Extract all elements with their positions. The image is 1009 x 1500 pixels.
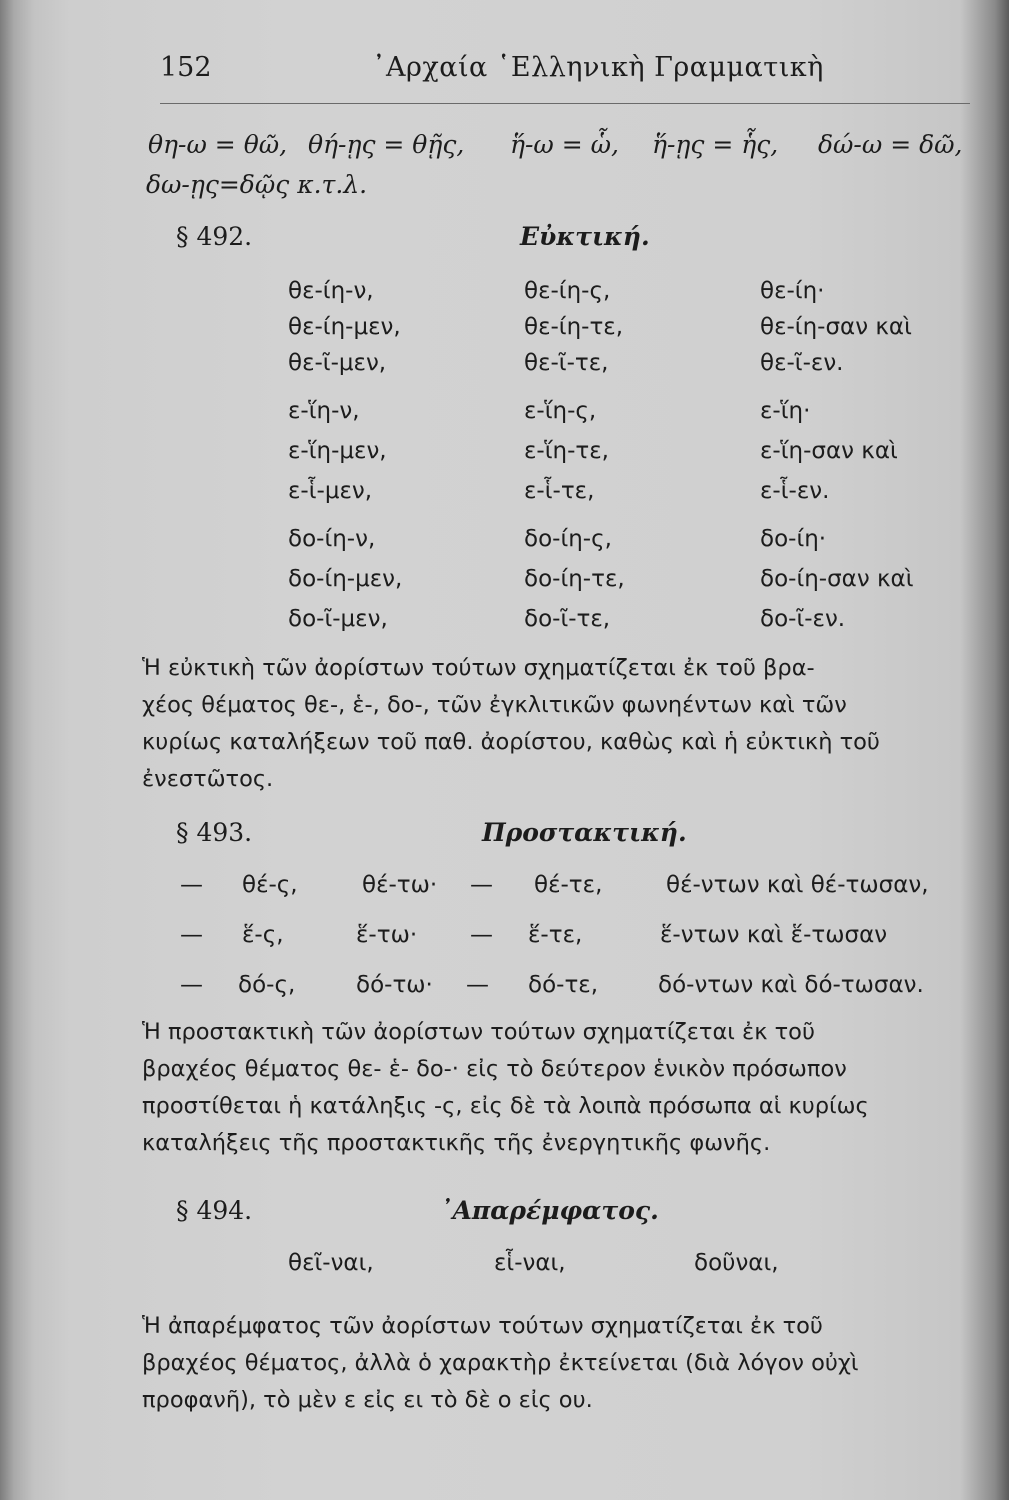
paragraph-line: καταλήξεις τῆς προστακτικῆς τῆς ἐνεργητικῆς φωνῆς. [142,1130,771,1156]
verb-form: θε-ίη-μεν, [288,314,401,340]
verb-form: δοῦναι, [694,1250,779,1276]
paragraph [142,1014,972,1162]
dash: — [466,972,489,998]
verb-form: θέ-ντων καὶ θέ-τωσαν, [666,872,929,898]
dash: — [470,872,493,898]
verb-form: ἕ-τε, [528,922,583,948]
verb-form: δο-ῖ-τε, [524,606,611,632]
paragraph [142,650,972,798]
verb-form: θε-ῖ-τε, [524,350,609,376]
section-number: § 493. [176,818,253,847]
paragraph-line: προστίθεται ἡ κατάληξις -ς, εἰς δὲ τὰ λοιπὰ πρόσωπα αἱ κυρίως [142,1093,869,1119]
verb-form: θε-ῖ-εν. [760,350,844,376]
page-number: 152 [160,52,212,83]
section-title: Εὐκτική. [520,222,650,251]
verb-form: ε-ἵη-μεν, [288,438,387,464]
paragraph-line: Ἡ εὐκτικὴ τῶν ἀορίστων τούτων σχηματίζεται ἐκ τοῦ βρα- [142,655,815,681]
verb-form: δο-ίη-ς, [524,526,612,552]
verb-form: δο-ῖ-μεν, [288,606,388,632]
verb-form: θε-ίη-σαν καὶ [760,314,912,340]
verb-form: ἕ-ντων καὶ ἕ-τωσαν [660,922,888,948]
verb-form: θέ-τε, [534,872,603,898]
verb-form: θέ-ς, [242,872,298,898]
verb-form: ε-ἷ-τε, [524,478,595,504]
verb-form: δο-ίη-μεν, [288,566,403,592]
verb-form: δο-ῖ-εν. [760,606,846,632]
paragraph-line: κυρίως καταλήξεων τοῦ παθ. ἀορίστου, καθὼς καὶ ἡ εὐκτικὴ τοῦ [142,729,880,755]
verb-form: θέ-τω· [362,872,438,898]
verb-form: ε-ἵη· [760,398,811,424]
verb-form: δο-ίη-σαν καὶ [760,566,914,592]
verb-form: ε-ἵη-ν, [288,398,360,424]
verb-form: θε-ῖ-μεν, [288,350,387,376]
paragraph-line: βραχέος θέματος θε- ἑ- δο-· εἰς τὸ δεύτερον ἑνικὸν πρόσωπον [142,1056,847,1082]
verb-form: δο-ίη· [760,526,827,552]
dash: — [180,922,203,948]
paragraph-line: ἐνεστῶτος. [142,766,274,792]
section-title: ᾿Απαρέμφατος. [440,1196,659,1225]
verb-form: δό-τε, [528,972,599,998]
verb-form: θε-ίη-ν, [288,278,374,304]
verb-form: ε-ἷ-εν. [760,478,830,504]
verb-form: δό-ς, [238,972,296,998]
formula: δω-ῃς=δῷς κ.τ.λ. [146,170,368,199]
section-title: Προστακτική. [482,818,687,847]
verb-form: ε-ἵη-ς, [524,398,597,424]
dash: — [470,922,493,948]
verb-form: εἷ-ναι, [494,1250,566,1276]
paragraph-line: χέος θέματος θε-, ἑ-, δο-, τῶν ἐγκλιτικῶν φωνηέντων καὶ τῶν [142,692,847,718]
paragraph-line: Ἡ ἀπαρέμφατος τῶν ἀορίστων τούτων σχηματίζεται ἐκ τοῦ [142,1313,823,1339]
verb-form: ἕ-τω· [356,922,418,948]
verb-form: δό-τω· [356,972,433,998]
verb-form: δο-ίη-τε, [524,566,625,592]
formula: θη-ω = θῶ, [148,130,288,159]
verb-form: δό-ντων καὶ δό-τωσαν. [658,972,924,998]
verb-form: ε-ἷ-μεν, [288,478,373,504]
verb-form: θεῖ-ναι, [288,1250,374,1276]
formula: ἥ-ω = ὧ, [510,130,619,159]
section-number: § 492. [176,222,253,251]
running-title: ᾿Αρχαία ῾Ελληνικὴ Γραμματικὴ [372,52,824,83]
verb-form: δο-ίη-ν, [288,526,376,552]
formula: δώ-ω = δῶ, [818,130,963,159]
formula: ἥ-ῃς = ἧς, [652,130,779,159]
dash: — [180,972,203,998]
section-number: § 494. [176,1196,253,1225]
verb-form: ε-ἵη-τε, [524,438,609,464]
verb-form: ε-ἵη-σαν καὶ [760,438,898,464]
verb-form: θε-ίη-ς, [524,278,611,304]
formula: θή-ῃς = θῇς, [308,130,465,159]
paragraph-line: προφανῆ), τὸ μὲν ε εἰς ει τὸ δὲ ο εἰς ου. [142,1387,593,1413]
verb-form: θε-ίη· [760,278,825,304]
paragraph-line: βραχέος θέματος, ἀλλὰ ὁ χαρακτὴρ ἐκτείνεται (διὰ λόγον οὐχὶ [142,1350,859,1376]
paragraph [142,1308,972,1419]
header-rule [160,103,970,104]
verb-form: θε-ίη-τε, [524,314,624,340]
verb-form: ἕ-ς, [242,922,284,948]
paragraph-line: Ἡ προστακτικὴ τῶν ἀορίστων τούτων σχηματίζεται ἐκ τοῦ [142,1019,815,1045]
dash: — [180,872,203,898]
